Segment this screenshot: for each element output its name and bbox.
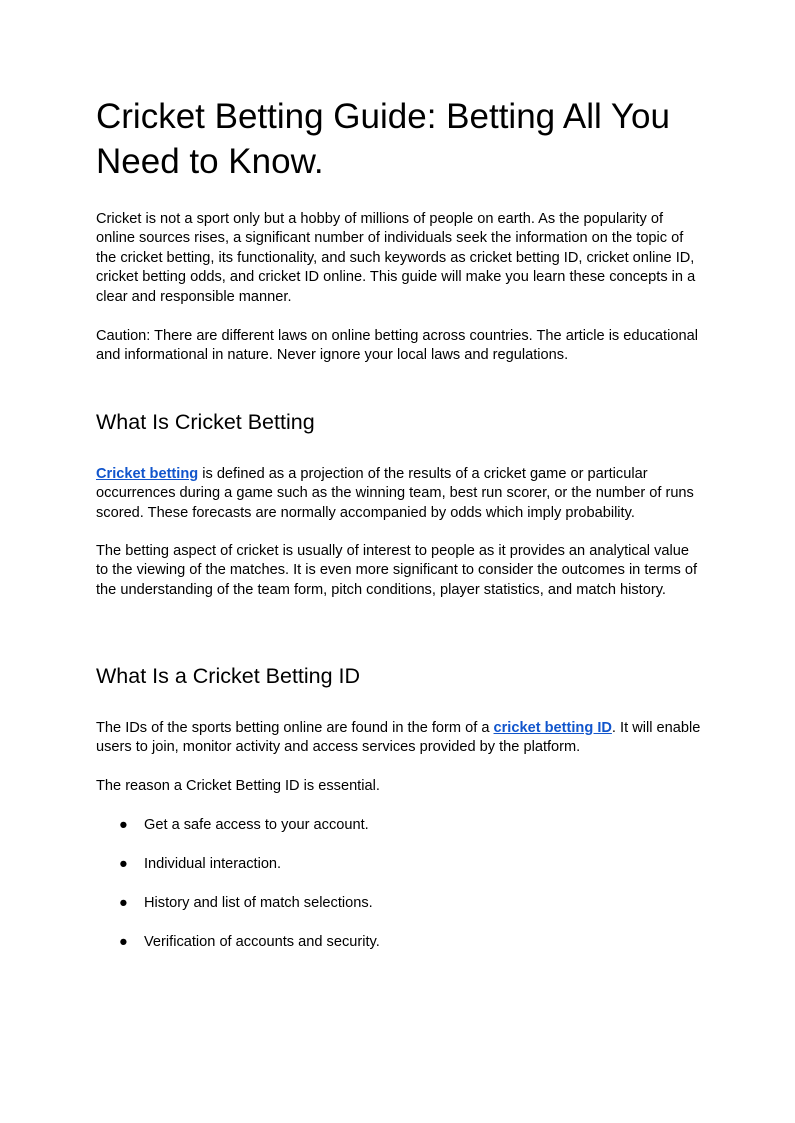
bullet-icon: ● <box>119 933 128 950</box>
bullet-icon: ● <box>119 894 128 911</box>
list-item-text: Verification of accounts and security. <box>144 933 380 950</box>
caution-paragraph: Caution: There are different laws on online betting across countries. The article is educational and informational in nature. Never ignore your local laws and regulations. <box>96 328 698 364</box>
list-item-text: Get a safe access to your account. <box>144 817 369 833</box>
list-item <box>96 816 701 835</box>
definition-text: is defined as a projection of the results of a cricket game or particular occurrences during a game such as the winning team, best run scorer, or the number of runs scored. These forecasts are normally accompanied by odds which imply probability. <box>96 466 694 521</box>
cricket-betting-id-link[interactable]: cricket betting ID <box>493 720 612 736</box>
betting-id-text-before: The IDs of the sports betting online are found in the form of a <box>96 720 494 736</box>
list-item <box>96 933 701 952</box>
bullet-icon: ● <box>119 855 128 872</box>
page-title: Cricket Betting Guide: Betting All You Need to Know. <box>96 97 670 181</box>
betting-id-reasons-list <box>96 816 701 972</box>
list-item <box>96 894 701 913</box>
intro-paragraph: Cricket is not a sport only but a hobby of millions of people on earth. As the popularity of online sources rises, a significant number of individuals seek the information on the topic of the cricket betting, its functionality, and such keywords as cricket betting ID, cricket online ID, cricket betting odds, and cricket ID online. This guide will make you learn these concepts in a clear and responsible manner. <box>96 211 696 305</box>
betting-id-text-after: . It will enable users to join, monitor activity and access services provided by the platform. <box>96 720 701 756</box>
cricket-betting-definition-paragraph <box>96 465 701 523</box>
bullet-icon: ● <box>119 817 128 833</box>
betting-id-reason-paragraph: The reason a Cricket Betting ID is essential. <box>96 778 380 794</box>
cricket-betting-link[interactable]: Cricket betting <box>96 466 199 482</box>
section-heading-cricket-betting: What Is Cricket Betting <box>96 410 315 434</box>
betting-id-paragraph <box>96 719 701 758</box>
section-heading-betting-id: What Is a Cricket Betting ID <box>96 664 361 688</box>
list-item <box>96 855 701 874</box>
betting-interest-paragraph: The betting aspect of cricket is usually of interest to people as it provides an analytical value to the viewing of the matches. It is even more significant to consider the outcomes in terms of the understanding of the team form, pitch conditions, player statistics, and match history. <box>96 543 698 598</box>
list-item-text: Individual interaction. <box>144 855 282 872</box>
list-item-text: History and list of match selections. <box>144 894 373 911</box>
